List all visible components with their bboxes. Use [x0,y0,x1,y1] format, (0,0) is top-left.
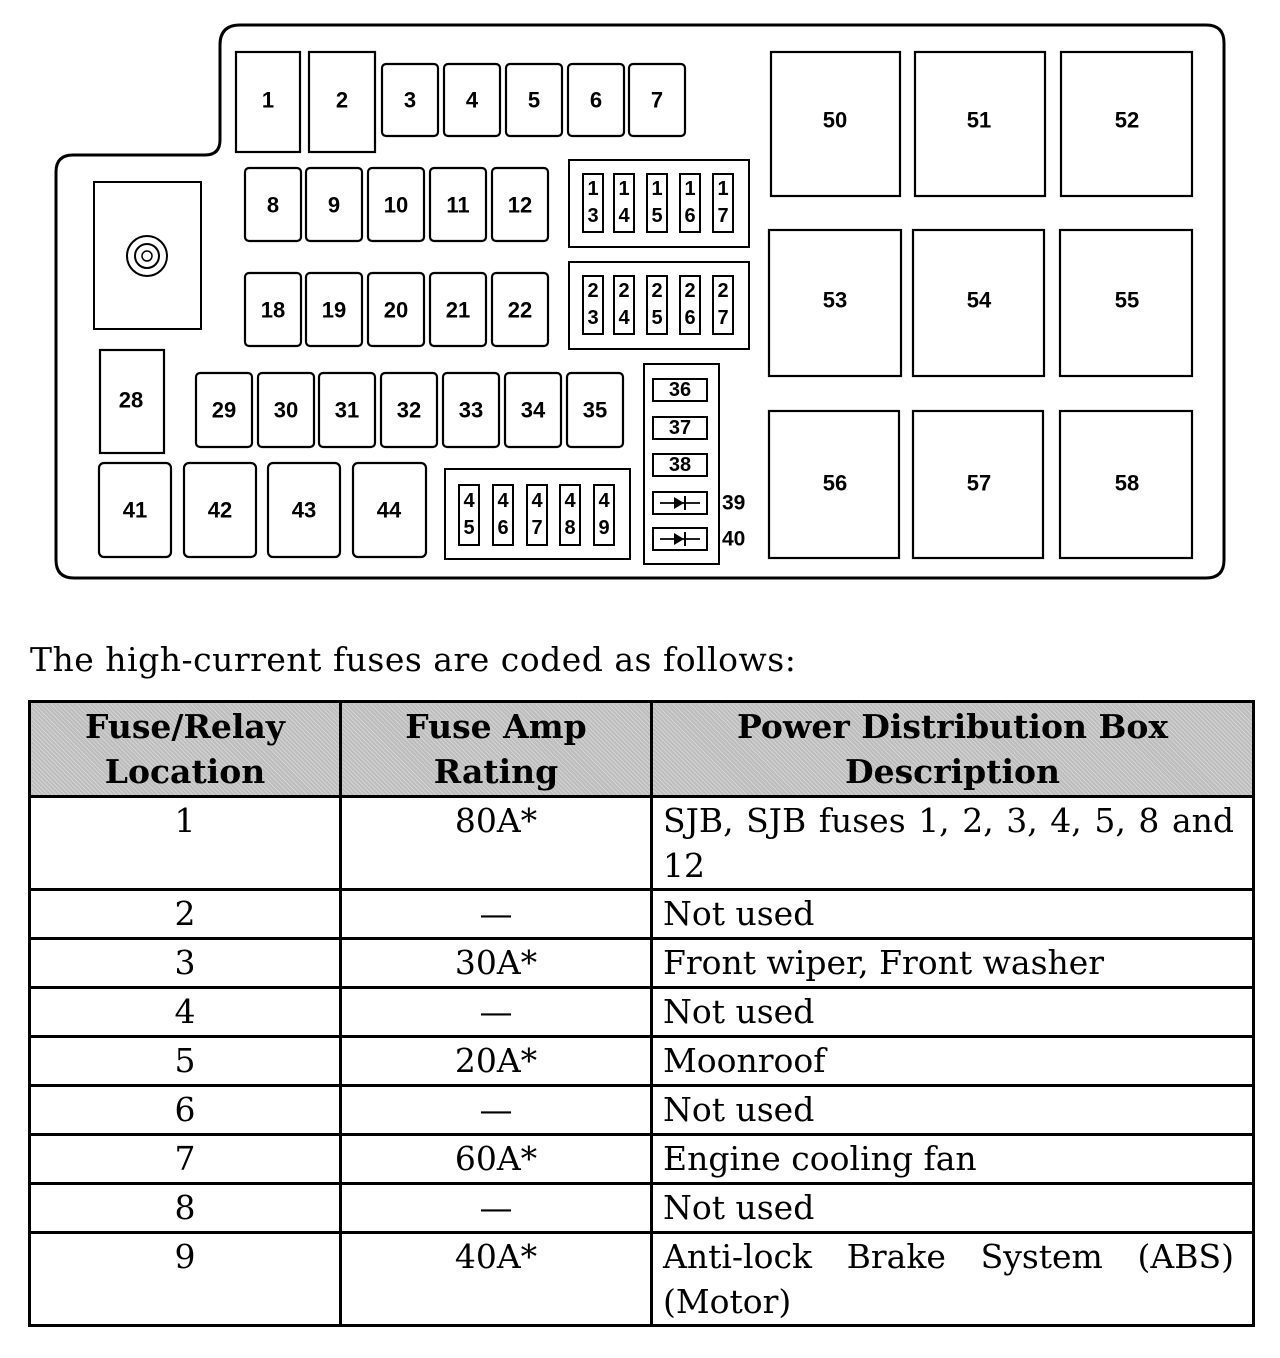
mini-fuse-23 [583,276,603,334]
cell-description: Anti-lock Brake System (ABS) (Motor) [652,1233,1254,1326]
cell-rating: 30A* [341,939,652,988]
svg-text:44: 44 [376,497,402,523]
svg-text:3: 3 [403,87,417,113]
mini-fuse-25 [647,276,667,334]
svg-text:5: 5 [651,307,663,329]
svg-text:6: 6 [589,87,603,113]
relay-57 [913,411,1043,558]
fuse-22 [492,273,548,346]
svg-text:6: 6 [497,517,509,539]
fuse-30 [258,373,314,447]
mini-fuse-48 [560,485,580,545]
intro-text: The high-current fuses are coded as follows: [30,640,797,679]
svg-text:9: 9 [598,517,610,539]
mini-fuse-45 [459,485,479,545]
svg-text:30: 30 [273,397,299,423]
cell-description: SJB, SJB fuses 1, 2, 3, 4, 5, 8 and 12 [652,797,1254,890]
svg-text:54: 54 [966,287,992,313]
fuse-41 [99,463,171,557]
svg-text:55: 55 [1114,287,1140,313]
svg-text:2: 2 [335,87,349,113]
svg-text:4: 4 [463,490,475,512]
cell-location: 8 [30,1184,341,1233]
svg-text:4: 4 [618,205,630,227]
svg-text:1: 1 [587,178,599,200]
svg-text:43: 43 [291,497,317,523]
cell-location: 2 [30,890,341,939]
mini-fuse-24 [614,276,634,334]
cell-description: Moonroof [652,1037,1254,1086]
svg-text:1: 1 [618,178,630,200]
svg-text:19: 19 [321,297,347,323]
svg-text:6: 6 [684,205,696,227]
fuse-12 [492,168,548,241]
fuse-34 [505,373,561,447]
mini-fuse-49 [594,485,614,545]
svg-text:57: 57 [966,470,992,496]
svg-text:18: 18 [260,297,286,323]
svg-text:38: 38 [668,454,692,476]
fuse-35 [567,373,623,447]
fuse-box-svg [0,0,1280,600]
svg-text:4: 4 [531,490,543,512]
fuse-10 [368,168,424,241]
cell-location: 6 [30,1086,341,1135]
svg-text:22: 22 [507,297,533,323]
mini-fuse-47 [527,485,547,545]
table-row [30,988,1254,1037]
svg-text:1: 1 [651,178,663,200]
fuse-7 [629,64,685,136]
cell-location: 9 [30,1233,341,1326]
cell-description: Not used [652,1086,1254,1135]
svg-text:53: 53 [822,287,848,313]
relay-52 [1061,52,1192,196]
svg-text:29: 29 [211,397,237,423]
svg-text:4: 4 [564,490,576,512]
svg-text:4: 4 [618,307,630,329]
fuse-20 [368,273,424,346]
svg-text:1: 1 [261,87,275,113]
relay-51 [915,52,1045,196]
mini-fuse-46 [493,485,513,545]
svg-text:2: 2 [717,280,729,302]
cell-rating: 80A* [341,797,652,890]
mini-fuse-17 [713,174,733,232]
fuse-1 [236,52,300,152]
svg-text:58: 58 [1114,470,1140,496]
fuse-6 [568,64,624,136]
table-row [30,1233,1254,1326]
fuse-31 [319,373,375,447]
cell-location: 4 [30,988,341,1037]
fuse-18 [245,273,301,346]
cell-rating: 20A* [341,1037,652,1086]
svg-text:2: 2 [618,280,630,302]
table-row [30,1037,1254,1086]
fuse-table [28,700,1255,1327]
svg-text:37: 37 [668,417,692,439]
svg-text:31: 31 [334,397,360,423]
svg-text:36: 36 [668,379,692,401]
svg-text:8: 8 [564,517,576,539]
svg-text:34: 34 [520,397,546,423]
relay-55 [1060,230,1192,376]
table-row [30,1135,1254,1184]
fuse-42 [184,463,256,557]
table-header-row [30,702,1254,797]
fuse-4 [444,64,500,136]
fuse-9 [306,168,362,241]
svg-text:52: 52 [1114,107,1140,133]
fuse-29 [196,373,252,447]
relay-50 [771,52,900,196]
cell-rating: 40A* [341,1233,652,1326]
table-row [30,1086,1254,1135]
fuse-5 [506,64,562,136]
diode-39 [653,492,745,515]
relay-58 [1060,411,1192,558]
svg-text:5: 5 [651,205,663,227]
fuse-43 [268,463,340,557]
header-rating: Fuse Amp Rating [341,702,652,797]
table-row [30,797,1254,890]
fuse-3 [382,64,438,136]
svg-text:11: 11 [446,192,470,218]
svg-text:40: 40 [722,527,746,551]
mini-fuse-26 [680,276,700,334]
fuse-11 [430,168,486,241]
svg-text:10: 10 [383,192,409,218]
header-location: Fuse/Relay Location [30,702,341,797]
fuse-33 [443,373,499,447]
svg-text:7: 7 [531,517,543,539]
svg-text:35: 35 [582,397,608,423]
svg-text:41: 41 [122,497,148,523]
fuse-38 [653,454,707,476]
fuse-37 [653,417,707,439]
fuse-44 [353,463,426,557]
svg-text:2: 2 [587,280,599,302]
table-row [30,890,1254,939]
fuse-8 [245,168,301,241]
cell-description: Not used [652,890,1254,939]
fuse-2 [309,52,375,152]
fuse-36 [653,379,707,401]
svg-text:1: 1 [684,178,696,200]
cell-location: 3 [30,939,341,988]
cell-rating: — [341,1086,652,1135]
svg-text:9: 9 [327,192,341,218]
svg-text:8: 8 [266,192,280,218]
svg-text:7: 7 [717,205,729,227]
svg-text:4: 4 [598,490,610,512]
mini-fuse-27 [713,276,733,334]
table-row [30,1184,1254,1233]
cell-description: Engine cooling fan [652,1135,1254,1184]
diode-40 [653,528,745,551]
cell-rating: — [341,1184,652,1233]
cell-description: Not used [652,988,1254,1037]
svg-text:2: 2 [684,280,696,302]
svg-text:51: 51 [966,107,992,133]
relay-54 [913,230,1044,376]
cell-description: Not used [652,1184,1254,1233]
fuse-19 [306,273,362,346]
mini-fuse-15 [647,174,667,232]
svg-text:42: 42 [207,497,233,523]
svg-text:12: 12 [507,192,533,218]
svg-text:32: 32 [396,397,422,423]
svg-text:4: 4 [465,87,479,113]
fuse-28 [100,350,164,453]
svg-text:33: 33 [458,397,484,423]
cell-rating: — [341,988,652,1037]
cell-description: Front wiper, Front washer [652,939,1254,988]
cell-location: 5 [30,1037,341,1086]
relay-53 [769,230,901,376]
svg-text:56: 56 [822,470,848,496]
mini-fuse-13 [583,174,603,232]
svg-text:39: 39 [722,491,746,515]
svg-text:4: 4 [497,490,509,512]
fuse-32 [381,373,437,447]
svg-text:50: 50 [822,107,848,133]
mini-fuse-14 [614,174,634,232]
cell-rating: — [341,890,652,939]
cell-location: 1 [30,797,341,890]
relay-56 [769,411,899,558]
cell-location: 7 [30,1135,341,1184]
svg-text:7: 7 [717,307,729,329]
table-row [30,939,1254,988]
svg-text:3: 3 [587,307,599,329]
fuse-21 [430,273,486,346]
fuse-box-diagram [0,0,1280,600]
svg-text:7: 7 [650,87,664,113]
header-description: Power Distribution Box Description [652,702,1254,797]
svg-text:21: 21 [445,297,471,323]
svg-text:20: 20 [383,297,409,323]
mini-fuse-16 [680,174,700,232]
svg-text:1: 1 [717,178,729,200]
svg-text:3: 3 [587,205,599,227]
svg-text:28: 28 [118,387,144,413]
svg-text:5: 5 [463,517,475,539]
svg-text:2: 2 [651,280,663,302]
cell-rating: 60A* [341,1135,652,1184]
svg-text:5: 5 [527,87,541,113]
svg-text:6: 6 [684,307,696,329]
